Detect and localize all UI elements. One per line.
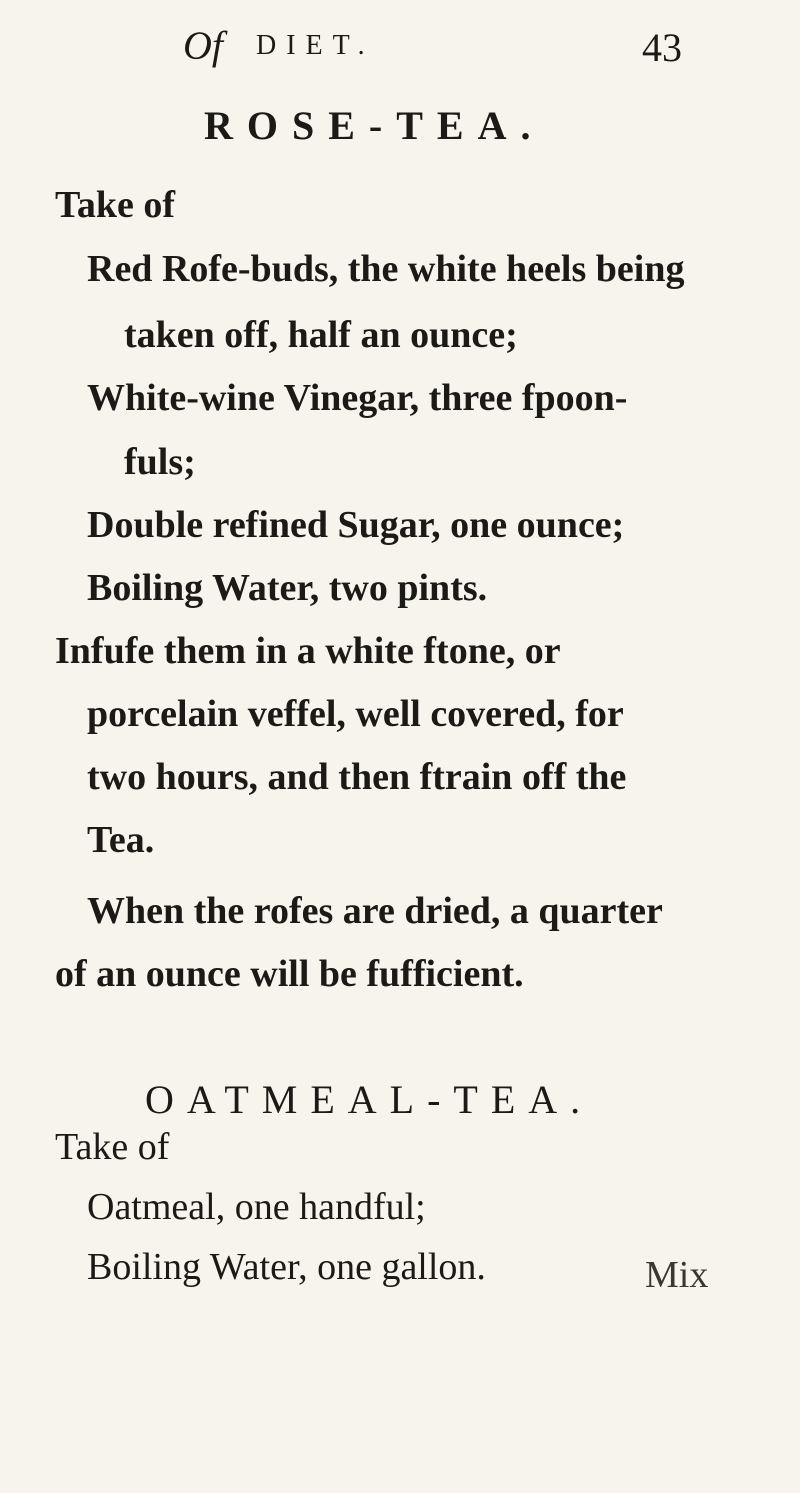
- rose-tea-line: Infufe them in a white ftone, or: [55, 630, 561, 672]
- rose-tea-line: Double refined Sugar, one ounce;: [87, 504, 625, 546]
- rose-tea-line: White-wine Vinegar, three fpoon-: [87, 377, 628, 419]
- oatmeal-tea-line: Oatmeal, one handful;: [87, 1186, 426, 1228]
- rose-tea-line: taken off, half an ounce;: [124, 314, 518, 356]
- header-section: DIET.: [256, 30, 375, 61]
- oatmeal-tea-line: Take of: [55, 1126, 170, 1168]
- rose-tea-line: Red Rofe-buds, the white heels being: [87, 248, 685, 290]
- page-number: 43: [642, 25, 682, 70]
- rose-tea-line: Take of: [55, 184, 176, 226]
- rose-tea-title: ROSE-TEA.: [204, 103, 545, 148]
- rose-tea-line: Tea.: [87, 819, 155, 861]
- rose-tea-line: When the rofes are dried, a quarter: [87, 890, 663, 932]
- header-of: Of: [183, 23, 223, 68]
- rose-tea-line: of an ounce will be fufficient.: [55, 953, 524, 995]
- rose-tea-line: Boiling Water, two pints.: [87, 567, 488, 609]
- catchword: Mix: [645, 1254, 709, 1296]
- oatmeal-tea-line: Boiling Water, one gallon.: [87, 1246, 486, 1288]
- oatmeal-tea-title: OATMEAL-TEA.: [145, 1077, 594, 1122]
- rose-tea-line: fuls;: [124, 441, 196, 483]
- rose-tea-line: two hours, and then ftrain off the: [87, 756, 627, 798]
- rose-tea-line: porcelain veffel, well covered, for: [87, 693, 624, 735]
